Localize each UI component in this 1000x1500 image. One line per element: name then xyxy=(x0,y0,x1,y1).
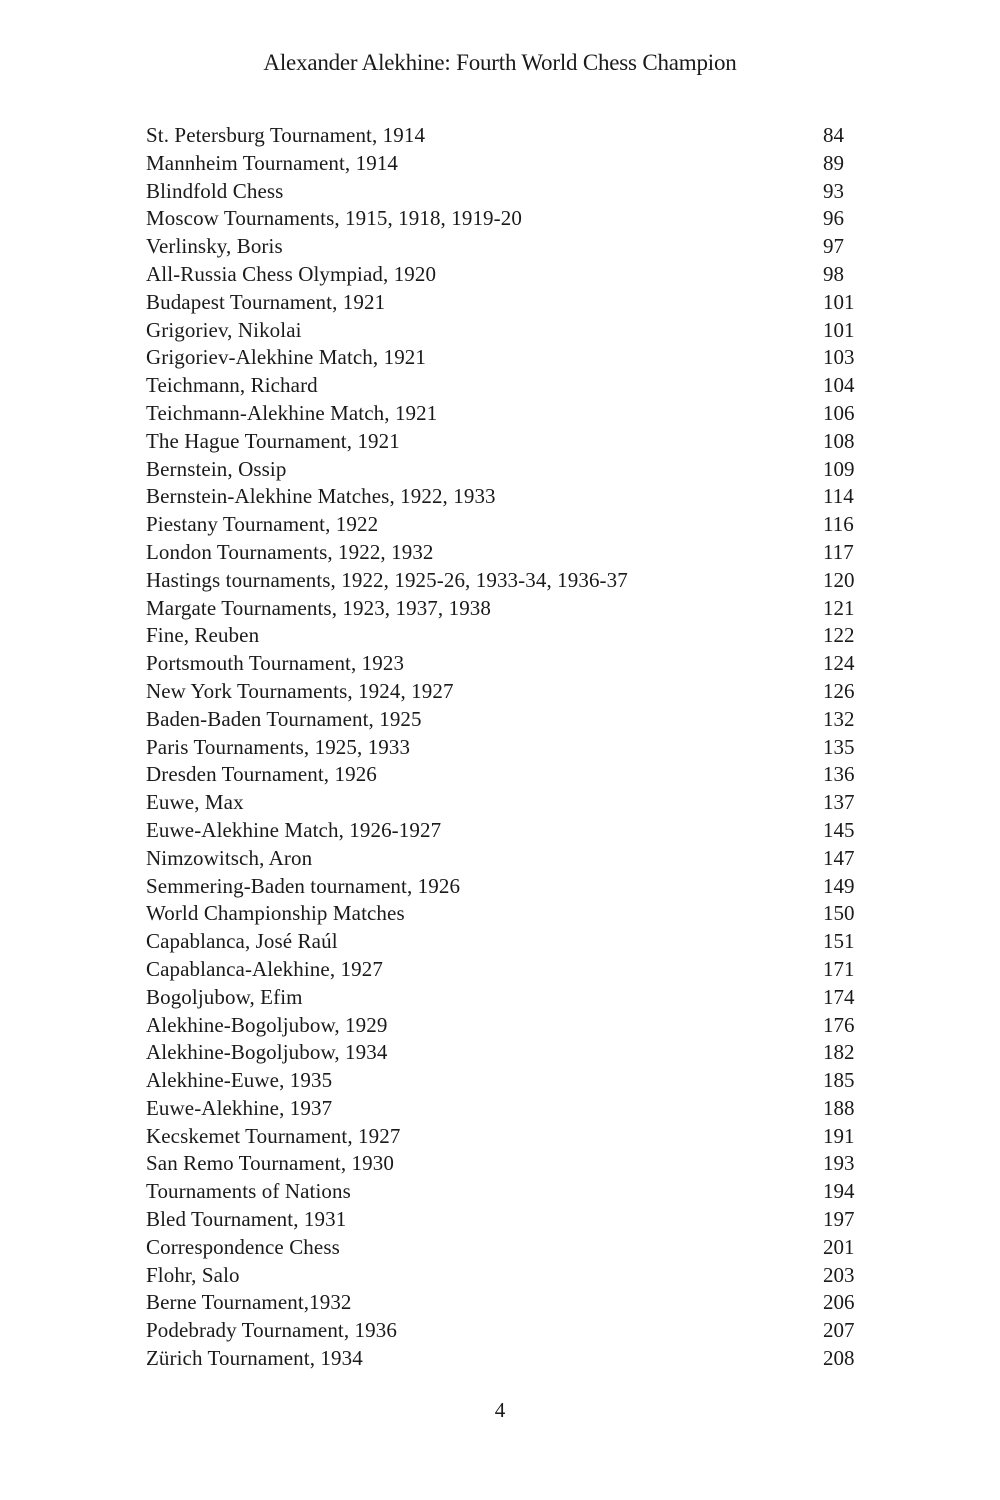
toc-entry xyxy=(146,483,860,511)
toc-entry-title: Fine, Reuben xyxy=(146,623,260,648)
toc-entry xyxy=(146,595,860,623)
toc-entry xyxy=(146,261,860,289)
toc-entry xyxy=(146,1234,860,1262)
toc-entry-title: Bogoljubow, Efim xyxy=(146,984,303,1009)
toc-entry xyxy=(146,456,860,484)
toc-entry-page: 108 xyxy=(823,428,855,453)
toc-entry-page: 122 xyxy=(823,623,855,648)
toc-entry-page: 174 xyxy=(823,984,855,1009)
toc-entry-page: 208 xyxy=(823,1346,855,1371)
toc-entry-title: Nimzowitsch, Aron xyxy=(146,845,313,870)
toc-entry-page: 106 xyxy=(823,400,855,425)
toc-entry-page: 96 xyxy=(823,206,844,231)
toc-entry xyxy=(146,1206,860,1234)
toc-entry-title: Alekhine-Bogoljubow, 1929 xyxy=(146,1012,388,1037)
toc-entry-title: Verlinsky, Boris xyxy=(146,234,283,259)
toc-entry-page: 194 xyxy=(823,1179,855,1204)
toc-entry-page: 149 xyxy=(823,873,855,898)
toc-entry xyxy=(146,1317,860,1345)
toc-entry xyxy=(146,511,860,539)
toc-entry-page: 137 xyxy=(823,790,855,815)
toc-entry-title: Euwe-Alekhine Match, 1926-1927 xyxy=(146,817,442,842)
table-of-contents xyxy=(146,122,860,1373)
toc-entry xyxy=(146,539,860,567)
toc-entry-page: 117 xyxy=(823,539,854,564)
toc-entry-title: Baden-Baden Tournament, 1925 xyxy=(146,706,422,731)
page-number: 4 xyxy=(494,1398,506,1422)
toc-entry-page: 182 xyxy=(823,1040,855,1065)
toc-entry-title: Podebrady Tournament, 1936 xyxy=(146,1318,397,1343)
toc-entry-title: All-Russia Chess Olympiad, 1920 xyxy=(146,261,437,286)
toc-entry-title: Flohr, Salo xyxy=(146,1262,240,1287)
toc-entry-title: London Tournaments, 1922, 1932 xyxy=(146,539,434,564)
toc-entry-page: 150 xyxy=(823,901,855,926)
toc-entry xyxy=(146,984,860,1012)
toc-entry-page: 136 xyxy=(823,762,855,787)
toc-entry xyxy=(146,122,860,150)
toc-entry xyxy=(146,1150,860,1178)
toc-entry xyxy=(146,372,860,400)
toc-entry-title: The Hague Tournament, 1921 xyxy=(146,428,400,453)
toc-entry-title: Hastings tournaments, 1922, 1925-26, 1933-34, 1936-37 xyxy=(146,567,628,592)
toc-entry xyxy=(146,1262,860,1290)
toc-entry-title: Bled Tournament, 1931 xyxy=(146,1207,347,1232)
toc-entry-page: 171 xyxy=(823,956,855,981)
toc-entry xyxy=(146,1067,860,1095)
toc-entry-title: Teichmann, Richard xyxy=(146,373,318,398)
toc-entry-page: 135 xyxy=(823,734,855,759)
toc-entry-title: Dresden Tournament, 1926 xyxy=(146,762,377,787)
toc-entry xyxy=(146,622,860,650)
toc-entry-title: Piestany Tournament, 1922 xyxy=(146,512,379,537)
toc-entry-title: Portsmouth Tournament, 1923 xyxy=(146,651,405,676)
toc-entry-title: Teichmann-Alekhine Match, 1921 xyxy=(146,400,438,425)
toc-entry-page: 188 xyxy=(823,1095,855,1120)
toc-entry xyxy=(146,650,860,678)
toc-entry-page: 114 xyxy=(823,484,854,509)
toc-entry xyxy=(146,233,860,261)
toc-entry xyxy=(146,400,860,428)
toc-entry-title: Kecskemet Tournament, 1927 xyxy=(146,1123,401,1148)
toc-entry-page: 193 xyxy=(823,1151,855,1176)
toc-entry-title: Mannheim Tournament, 1914 xyxy=(146,150,399,175)
toc-entry-title: World Championship Matches xyxy=(146,901,405,926)
toc-entry-title: Tournaments of Nations xyxy=(146,1179,351,1204)
toc-entry xyxy=(146,789,860,817)
toc-entry xyxy=(146,344,860,372)
toc-entry xyxy=(146,178,860,206)
toc-entry-page: 206 xyxy=(823,1290,855,1315)
toc-entry-title: New York Tournaments, 1924, 1927 xyxy=(146,678,454,703)
toc-entry-page: 104 xyxy=(823,373,855,398)
toc-entry xyxy=(146,1123,860,1151)
toc-entry-title: Alekhine-Bogoljubow, 1934 xyxy=(146,1040,388,1065)
toc-entry-title: St. Petersburg Tournament, 1914 xyxy=(146,123,426,147)
toc-entry xyxy=(146,567,860,595)
toc-entry-title: Bernstein-Alekhine Matches, 1922, 1933 xyxy=(146,484,496,509)
toc-entry-page: 84 xyxy=(823,123,844,147)
toc-entry xyxy=(146,1289,860,1317)
toc-entry xyxy=(146,900,860,928)
toc-entry-page: 197 xyxy=(823,1207,855,1232)
toc-entry xyxy=(146,678,860,706)
toc-entry-title: Blindfold Chess xyxy=(146,178,284,203)
toc-entry xyxy=(146,1345,860,1373)
toc-entry-page: 93 xyxy=(823,178,844,203)
toc-entry-page: 147 xyxy=(823,845,855,870)
toc-entry-title: San Remo Tournament, 1930 xyxy=(146,1151,394,1176)
toc-entry-page: 207 xyxy=(823,1318,855,1343)
toc-entry xyxy=(146,317,860,345)
toc-entry xyxy=(146,706,860,734)
toc-entry-title: Margate Tournaments, 1923, 1937, 1938 xyxy=(146,595,491,620)
toc-entry xyxy=(146,928,860,956)
toc-entry xyxy=(146,1012,860,1040)
toc-entry-page: 120 xyxy=(823,567,855,592)
toc-entry xyxy=(146,1039,860,1067)
toc-entry-title: Grigoriev-Alekhine Match, 1921 xyxy=(146,345,427,370)
toc-entry xyxy=(146,734,860,762)
toc-entry-page: 185 xyxy=(823,1068,855,1093)
toc-entry-title: Euwe-Alekhine, 1937 xyxy=(146,1095,333,1120)
toc-entry-page: 101 xyxy=(823,317,855,342)
toc-entry xyxy=(146,1178,860,1206)
toc-entry xyxy=(146,873,860,901)
toc-entry-title: Euwe, Max xyxy=(146,790,244,815)
toc-entry-page: 191 xyxy=(823,1123,855,1148)
toc-entry-title: Moscow Tournaments, 1915, 1918, 1919-20 xyxy=(146,206,522,231)
toc-entry-page: 126 xyxy=(823,678,855,703)
toc-entry-page: 121 xyxy=(823,595,855,620)
toc-entry xyxy=(146,205,860,233)
toc-entry-page: 203 xyxy=(823,1262,855,1287)
toc-entry xyxy=(146,428,860,456)
toc-entry-page: 98 xyxy=(823,261,844,286)
toc-entry-page: 132 xyxy=(823,706,855,731)
toc-entry-title: Bernstein, Ossip xyxy=(146,456,287,481)
toc-entry xyxy=(146,150,860,178)
toc-entry-title: Capablanca, José Raúl xyxy=(146,929,338,954)
toc-entry-page: 145 xyxy=(823,817,855,842)
toc-entry-page: 116 xyxy=(823,512,854,537)
toc-entry-page: 89 xyxy=(823,150,844,175)
toc-entry-title: Grigoriev, Nikolai xyxy=(146,317,302,342)
toc-entry xyxy=(146,289,860,317)
toc-entry-page: 124 xyxy=(823,651,855,676)
toc-entry-title: Alekhine-Euwe, 1935 xyxy=(146,1068,333,1093)
toc-entry xyxy=(146,845,860,873)
toc-entry-title: Berne Tournament,1932 xyxy=(146,1290,352,1315)
toc-entry-title: Zürich Tournament, 1934 xyxy=(146,1346,363,1371)
toc-entry-page: 151 xyxy=(823,929,855,954)
toc-entry-page: 97 xyxy=(823,234,844,259)
toc-entry-page: 176 xyxy=(823,1012,855,1037)
toc-entry-page: 103 xyxy=(823,345,855,370)
toc-entry-title: Capablanca-Alekhine, 1927 xyxy=(146,956,383,981)
toc-entry-page: 101 xyxy=(823,289,855,314)
toc-entry-title: Correspondence Chess xyxy=(146,1234,340,1259)
toc-entry-title: Paris Tournaments, 1925, 1933 xyxy=(146,734,411,759)
toc-entry xyxy=(146,761,860,789)
toc-entry-page: 109 xyxy=(823,456,855,481)
toc-entry xyxy=(146,1095,860,1123)
toc-entry xyxy=(146,817,860,845)
toc-entry-page: 201 xyxy=(823,1234,855,1259)
running-head: Alexander Alekhine: Fourth World Chess Champion xyxy=(263,50,737,75)
toc-entry xyxy=(146,956,860,984)
toc-entry-title: Semmering-Baden tournament, 1926 xyxy=(146,873,461,898)
toc-entry-title: Budapest Tournament, 1921 xyxy=(146,289,386,314)
